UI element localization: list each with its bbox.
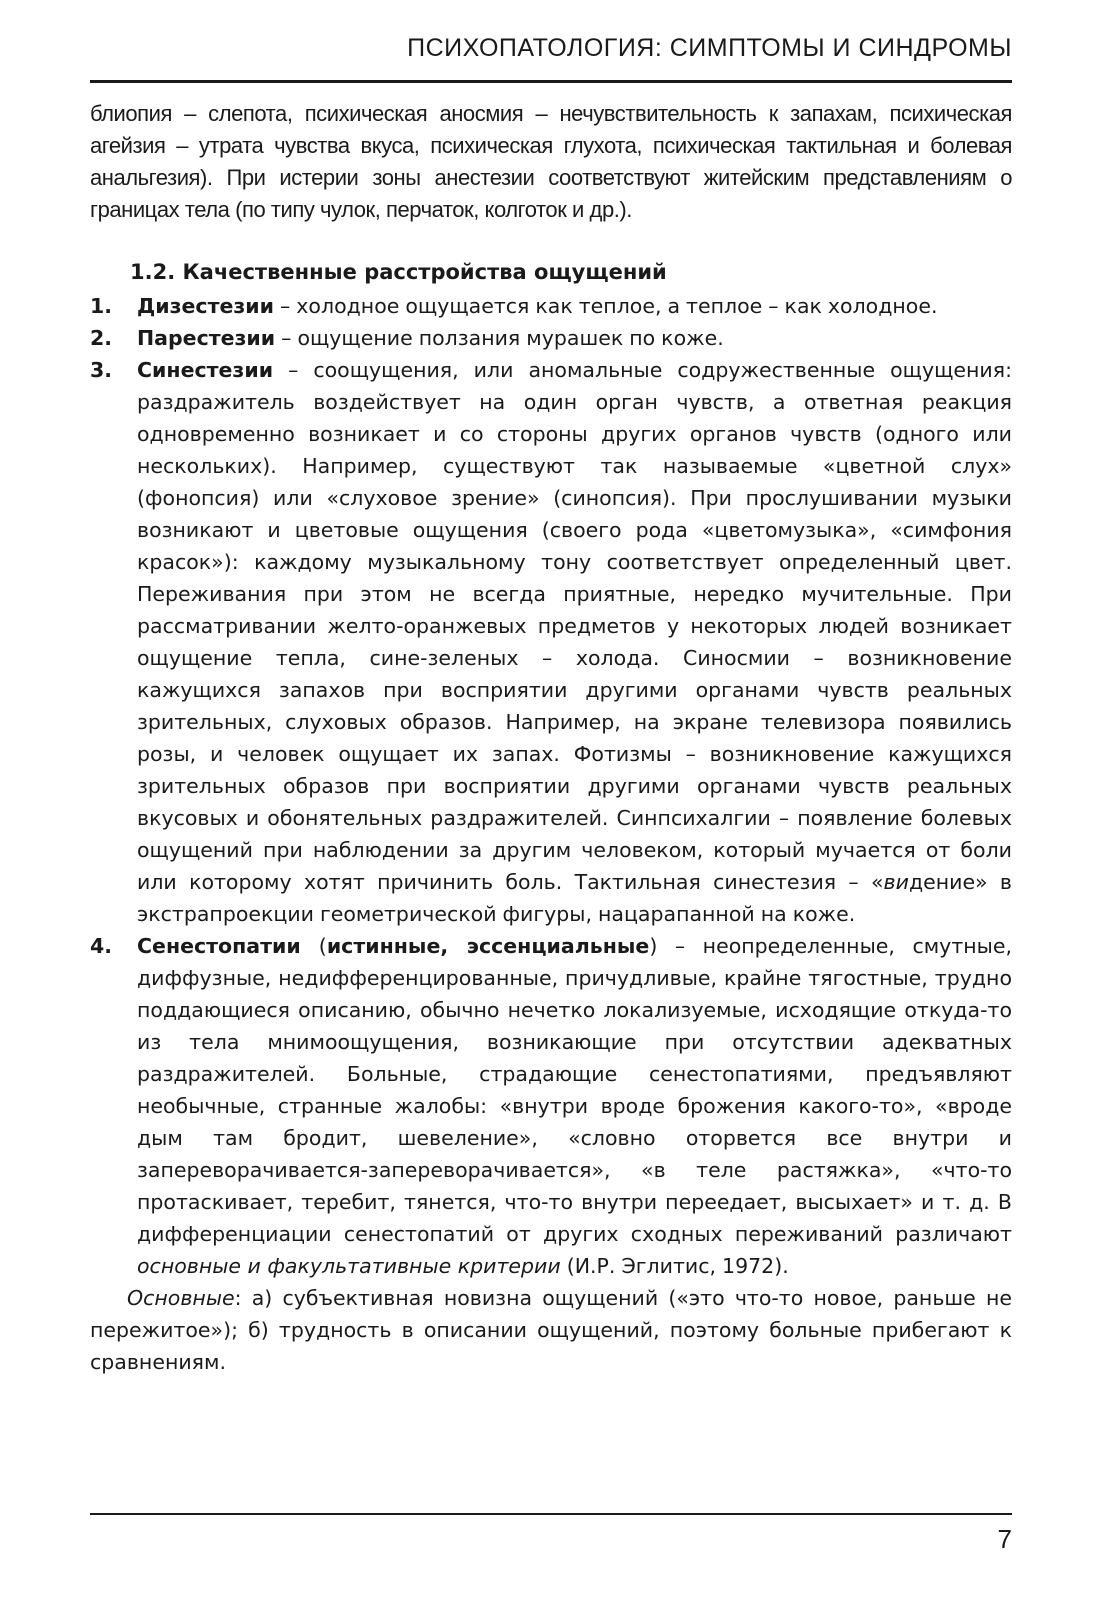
page-number: 7 (997, 1524, 1012, 1554)
disorder-list (90, 290, 1012, 1378)
term-dysesthesia: Дизестезии (137, 294, 275, 318)
list-item-text-end: дение» в экстрапроекции геометрической фигуры, нацарапанной на коже. (137, 870, 1013, 926)
italic-word: ви (883, 870, 909, 894)
list-item-number: 3. (90, 358, 113, 382)
paren-open: ( (300, 934, 327, 958)
list-item-text: – ощущение ползания мурашек по коже. (275, 326, 724, 350)
running-header: ПСИХОПАТОЛОГИЯ: СИМПТОМЫ И СИНДРОМЫ (407, 34, 1012, 62)
header-rule (90, 80, 1012, 83)
main-criteria-text (90, 1282, 1012, 1378)
section-title: 1.2. Качественные расстройства ощущений (130, 260, 667, 284)
list-item-synesthesia (90, 354, 1012, 930)
list-item-text: – неопределенные, смутные, диффузные, недифференцированные, причудливые, крайне тягостные, трудно поддающиеся описанию, обычно нечетко локализуемые, исходящие откуда-то из тела мнимоощущения, возникающие при отсутствии адекватных раздражителей. Больные, страдающие сенестопатиями, предъявляют необычные, странные жалобы: «внутри вроде брожения какого-то», «вроде дым там бродит, шевеление», «словно оторвется все внутри и запереворачивается-запереворачивается», «в теле растяжка», «что-то протаскивает, теребит, тянется, что-то внутри переедает, высыхает» и т. д. В дифференциации сенестопатий от других сходных переживаний различают (137, 934, 1012, 1246)
list-item-text-end: (И.Р. Эглитис, 1972). (560, 1254, 789, 1278)
list-item-paresthesia (90, 322, 1012, 354)
term-senestopathy: Сенестопатии (137, 934, 301, 958)
main-criteria-body: : а) субъективная новизна ощущений («это что-то новое, раньше не пережитое»); б) трудность в описании ощущений, поэтому больные прибегают к сравнениям. (90, 1286, 1012, 1374)
italic-phrase: основные и факультативные критерии (137, 1254, 561, 1278)
footer-rule (90, 1513, 1012, 1515)
term-senestopathy-qualifier: истинные, эссенциальные (326, 934, 650, 958)
term-synesthesia: Синестезии (137, 358, 274, 382)
paren-close: ) (649, 934, 658, 958)
list-item-number: 1. (90, 294, 113, 318)
term-paresthesia: Парестезии (137, 326, 276, 350)
main-criteria-label: Основные (127, 1286, 235, 1310)
list-item-dysesthesia (90, 290, 1012, 322)
main-criteria-paragraph (90, 1282, 1012, 1378)
list-item-text: – холодное ощущается как теплое, а теплое – как холодное. (274, 294, 938, 318)
list-item-number: 4. (90, 934, 113, 958)
list-item-number: 2. (90, 326, 113, 350)
list-item-senestopathy (90, 930, 1012, 1282)
list-item-text: – соощущения, или аномальные содружественные ощущения: раздражитель воздействует на один орган чувств, а ответная реакция одновременно возникает и со стороны других органов чувств (одного или нескольких). Например, существуют так называемые «цветной слух» (фонопсия) или «слуховое зрение» (синопсия). При прослушивании музыки возникают и цветовые ощущения (своего рода «цветомузыка», «симфония красок»): каждому музыкальному тону соответствует определенный цвет. Переживания при этом не всегда приятные, нередко мучительные. При рассматривании желто-оранжевых предметов у некоторых людей возникает ощущение тепла, сине-зеленых – холода. Синосмии – возникновение кажущихся запахов при восприятии другими органами чувств реальных зрительных, слуховых образов. Например, на экране телевизора появились розы, и человек ощущает их запах. Фотизмы – возникновение кажущихся зрительных образов при восприятии другими органами чувств реальных вкусовых и обонятельных раздражителей. Синпсихалгии – появление болевых ощущений при наблюдении за другим человеком, который мучается от боли или которому хотят причинить боль. Тактильная синестезия – « (137, 358, 1012, 894)
intro-paragraph: блиопия – слепота, психическая аносмия – нечувствительность к запахам, психическая агейзия – утрата чувства вкуса, психическая глухота, психическая тактильная и болевая анальгезия). При истерии зоны анестезии соответствуют житейским представлениям о границах тела (по типу чулок, перчаток, колготок и др.). (90, 101, 1012, 222)
